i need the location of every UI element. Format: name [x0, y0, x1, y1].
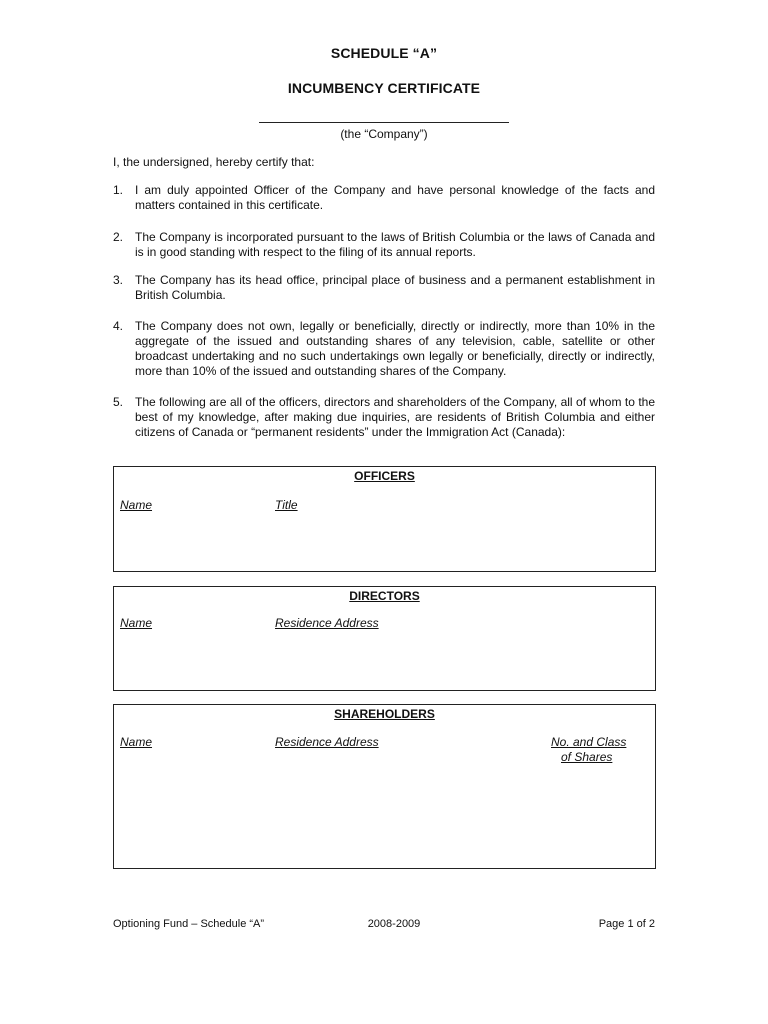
footer-page-number: Page 1 of 2: [598, 918, 655, 930]
directors-col-residence-address: Residence Address: [275, 616, 379, 630]
directors-col-name: Name: [120, 616, 153, 630]
list-item-number: 1.: [113, 183, 124, 197]
list-item-text: The Company does not own, legally or beneficially, directly or indirectly, more than 10% in the aggregate of the issued and outstanding shares of any television, cable, satellite or other broadcast undertaking and no such undertakings own legally or beneficially, directly or indirectly, more than 10% of the issued and outstanding shares of the Company.: [135, 319, 655, 378]
directors-heading: DIRECTORS: [349, 589, 420, 603]
shareholders-heading: SHAREHOLDERS: [334, 707, 435, 721]
list-item: [113, 230, 655, 260]
list-item: [113, 273, 655, 303]
list-item-number: 2.: [113, 230, 124, 244]
list-item-text: The Company is incorporated pursuant to the laws of British Columbia or the laws of Canada and is in good standing with respect to the filing of its annual reports.: [135, 230, 655, 259]
list-item: [113, 395, 655, 440]
footer-left: Optioning Fund – Schedule “A”: [113, 918, 265, 930]
company-caption: (the “Company”): [340, 127, 428, 141]
certificate-title: INCUMBENCY CERTIFICATE: [287, 80, 481, 96]
shareholders-col-shares-line2: of Shares: [561, 750, 613, 764]
officers-table: [113, 466, 656, 572]
list-item-number: 5.: [113, 395, 124, 409]
shareholders-col-shares-line1: No. and Class: [551, 735, 627, 749]
list-item-number: 3.: [113, 273, 124, 287]
officers-heading: OFFICERS: [354, 469, 415, 483]
footer-center: 2008-2009: [367, 918, 421, 930]
list-item-text: The following are all of the officers, directors and shareholders of the Company, all of whom to the best of my knowledge, after making due inquiries, are residents of British Columbia and either citizens of Canada or “permanent residents” under the Immigration Act (Canada):: [135, 395, 655, 439]
officers-col-title: Title: [275, 498, 298, 512]
list-item: [113, 183, 655, 213]
shareholders-col-name: Name: [120, 735, 153, 749]
company-name-blank-line: [259, 122, 509, 123]
intro-text: I, the undersigned, hereby certify that:: [113, 155, 315, 169]
shareholders-col-residence-address: Residence Address: [275, 735, 379, 749]
officers-col-name: Name: [120, 498, 153, 512]
list-item-text: The Company has its head office, principal place of business and a permanent establishment in British Columbia.: [135, 273, 655, 302]
list-item-text: I am duly appointed Officer of the Company and have personal knowledge of the facts and matters contained in this certificate.: [135, 183, 655, 212]
list-item: [113, 319, 655, 379]
schedule-title: SCHEDULE “A”: [330, 45, 438, 61]
list-item-number: 4.: [113, 319, 124, 333]
directors-table: [113, 586, 656, 691]
shareholders-table: [113, 704, 656, 869]
